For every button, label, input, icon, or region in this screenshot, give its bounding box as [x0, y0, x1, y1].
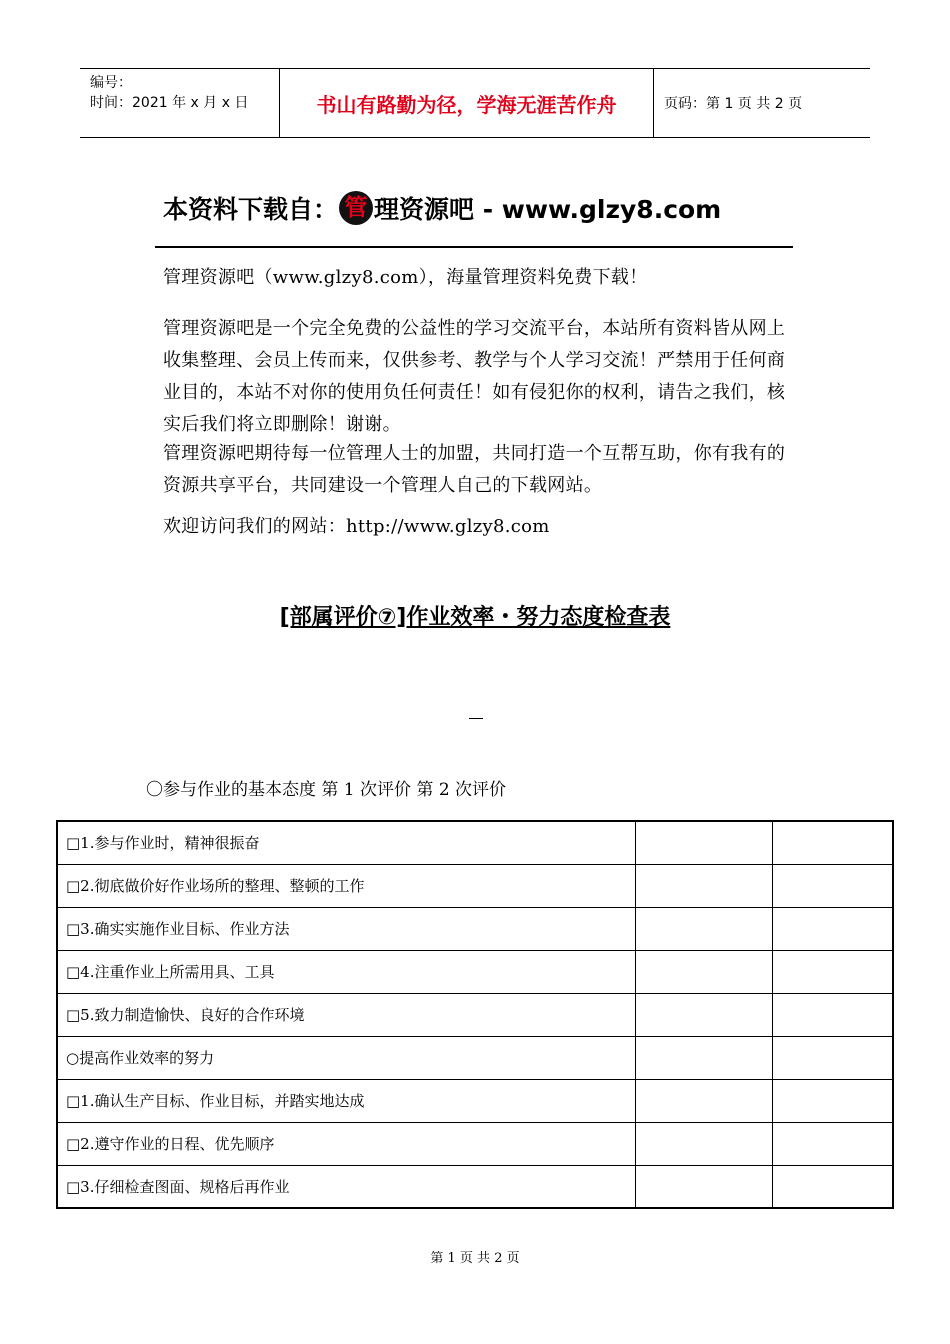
- table-row: [57, 993, 893, 1036]
- banner-paragraph-4: 欢迎访问我们的网站：http://www.glzy8.com: [163, 516, 550, 537]
- first-evaluation-cell[interactable]: [636, 1079, 773, 1122]
- banner-title-suffix: 理资源吧 - www.glzy8.com: [374, 195, 722, 224]
- dash-mark: [469, 718, 483, 719]
- document-title: [0, 600, 950, 631]
- header-page-info: 页码：第 1 页 共 2 页: [664, 96, 803, 112]
- banner-paragraph-3: 管理资源吧期待每一位管理人士的加盟，共同打造一个互帮互助，你有我有的资源共享平台，共同建设一个管理人自己的下载网站。: [163, 443, 786, 496]
- table-row: [57, 950, 893, 993]
- second-evaluation-cell[interactable]: [772, 1079, 893, 1122]
- table-row: [57, 1079, 893, 1122]
- first-evaluation-cell[interactable]: [636, 907, 773, 950]
- banner-paragraph-1: 管理资源吧（www.glzy8.com），海量管理资料免费下载！: [163, 267, 648, 288]
- banner-title: [163, 190, 721, 226]
- page-footer: 第 1 页 共 2 页: [430, 1251, 520, 1266]
- banner-paragraph-2: 管理资源吧是一个完全免费的公益性的学习交流平台，本站所有资料皆从网上收集整理、会员上传而来，仅供参考、教学与个人学习交流！严禁用于任何商业目的，本站不对你的使用负任何责任！如有侵犯你的权利，请告之我们，核实后我们将立即删除！谢谢。: [163, 318, 786, 435]
- criterion-cell: □2.遵守作业的日程、优先顺序: [57, 1122, 636, 1165]
- criterion-cell: □2.彻底做价好作业场所的整理、整顿的工作: [57, 864, 636, 907]
- first-evaluation-cell[interactable]: [636, 821, 773, 864]
- section-heading: 〇参与作业的基本态度 第 1 次评价 第 2 次评价: [146, 780, 507, 800]
- second-evaluation-cell[interactable]: [772, 907, 893, 950]
- criterion-cell: □3.确实实施作业目标、作业方法: [57, 907, 636, 950]
- criterion-cell: ○提高作业效率的努力: [57, 1036, 636, 1079]
- table-row: [57, 864, 893, 907]
- header-motto: 书山有路勤为径，学海无涯苦作舟: [280, 69, 654, 137]
- first-evaluation-cell[interactable]: [636, 864, 773, 907]
- criterion-cell: □5.致力制造愉快、良好的合作环境: [57, 993, 636, 1036]
- table-row: [57, 1036, 893, 1079]
- second-evaluation-cell[interactable]: [772, 993, 893, 1036]
- criterion-cell: □1.确认生产目标、作业目标，并踏实地达成: [57, 1079, 636, 1122]
- table-row: [57, 1122, 893, 1165]
- second-evaluation-cell[interactable]: [772, 1122, 893, 1165]
- page-header: [80, 68, 870, 138]
- second-evaluation-cell[interactable]: [772, 864, 893, 907]
- first-evaluation-cell[interactable]: [636, 950, 773, 993]
- time-label: 时间：2021 年 x 月 x 日: [90, 95, 249, 111]
- first-evaluation-cell[interactable]: [636, 1122, 773, 1165]
- table-row: [57, 821, 893, 864]
- second-evaluation-cell[interactable]: [772, 1036, 893, 1079]
- banner-divider: [155, 246, 793, 248]
- evaluation-table: [56, 820, 894, 1209]
- second-evaluation-cell[interactable]: [772, 950, 893, 993]
- table-row: [57, 907, 893, 950]
- second-evaluation-cell[interactable]: [772, 821, 893, 864]
- criterion-cell: □3.仔细检查图面、规格后再作业: [57, 1165, 636, 1208]
- criterion-cell: □4.注重作业上所需用具、工具: [57, 950, 636, 993]
- header-left-cell: [80, 69, 280, 137]
- banner-title-prefix: 本资料下载自：: [163, 195, 339, 224]
- document-title-text: [部属评价⑦]作业效率・努力态度检查表: [279, 605, 671, 630]
- first-evaluation-cell[interactable]: [636, 1036, 773, 1079]
- second-evaluation-cell[interactable]: [772, 1165, 893, 1208]
- logo-icon: 管: [339, 191, 373, 225]
- first-evaluation-cell[interactable]: [636, 993, 773, 1036]
- first-evaluation-cell[interactable]: [636, 1165, 773, 1208]
- number-label: 编号：: [90, 75, 132, 91]
- criterion-cell: □1.参与作业时，精神很振奋: [57, 821, 636, 864]
- table-row: [57, 1165, 893, 1208]
